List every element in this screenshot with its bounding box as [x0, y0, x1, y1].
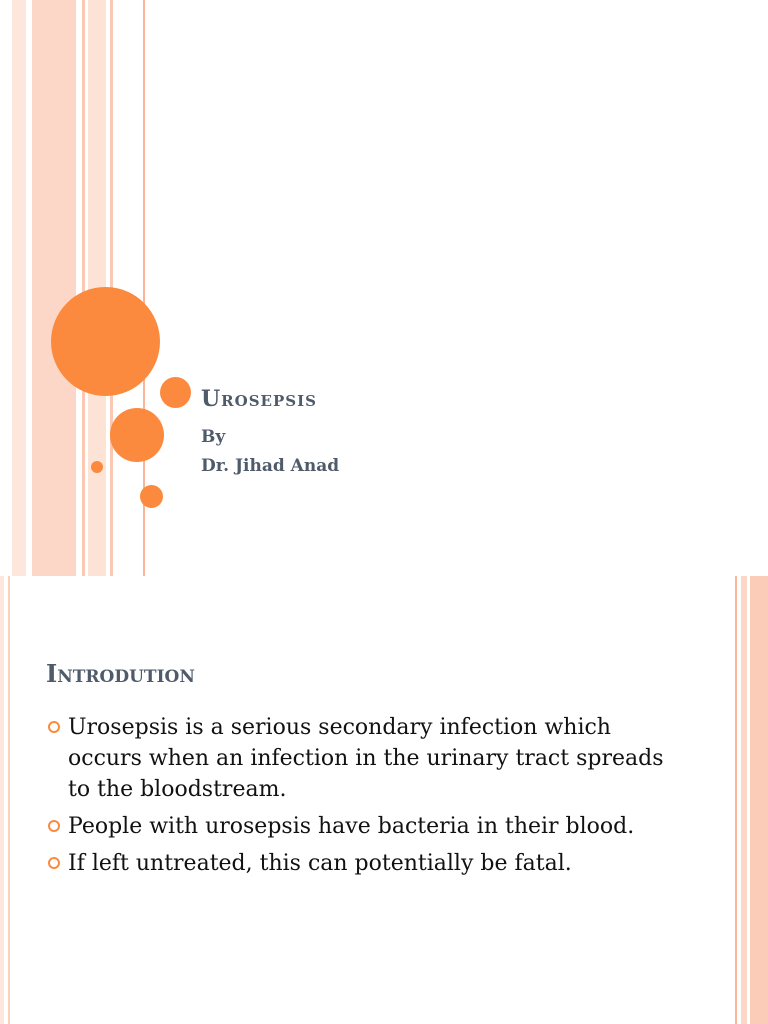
- decor-stripe: [8, 576, 10, 1024]
- bullet-ring-icon: [48, 857, 60, 869]
- decor-circle-medium: [110, 408, 164, 462]
- bullet-text: If left untreated, this can potentially be fatal.: [68, 851, 572, 876]
- decor-circle-large: [51, 287, 160, 396]
- bullet-ring-icon: [48, 820, 60, 832]
- decor-stripe: [735, 576, 737, 1024]
- bullet-list: [46, 712, 686, 885]
- decor-stripe: [82, 0, 85, 576]
- list-item: [46, 811, 686, 842]
- bullet-text: Urosepsis is a serious secondary infection which occurs when an infection in the urinary tract spreads to the bloodstream.: [68, 715, 664, 802]
- decor-stripe: [12, 0, 26, 576]
- decor-circle-tiny: [91, 461, 103, 473]
- subtitle-by: By: [201, 427, 226, 447]
- list-item: [46, 712, 686, 805]
- list-item: [46, 848, 686, 879]
- decor-stripe: [0, 576, 4, 1024]
- decor-circle-small: [140, 485, 163, 508]
- subtitle-author: Dr. Jihad Anad: [201, 456, 340, 476]
- slide-heading: Introdution: [46, 659, 195, 688]
- intro-slide: [0, 576, 768, 1024]
- decor-circle-small: [160, 377, 191, 408]
- bullet-ring-icon: [48, 721, 60, 733]
- bullet-text: People with urosepsis have bacteria in their blood.: [68, 814, 635, 839]
- slide-title: Urosepsis: [201, 386, 317, 412]
- decor-stripe: [741, 576, 747, 1024]
- decor-stripe: [32, 0, 76, 576]
- decor-stripe: [750, 576, 768, 1024]
